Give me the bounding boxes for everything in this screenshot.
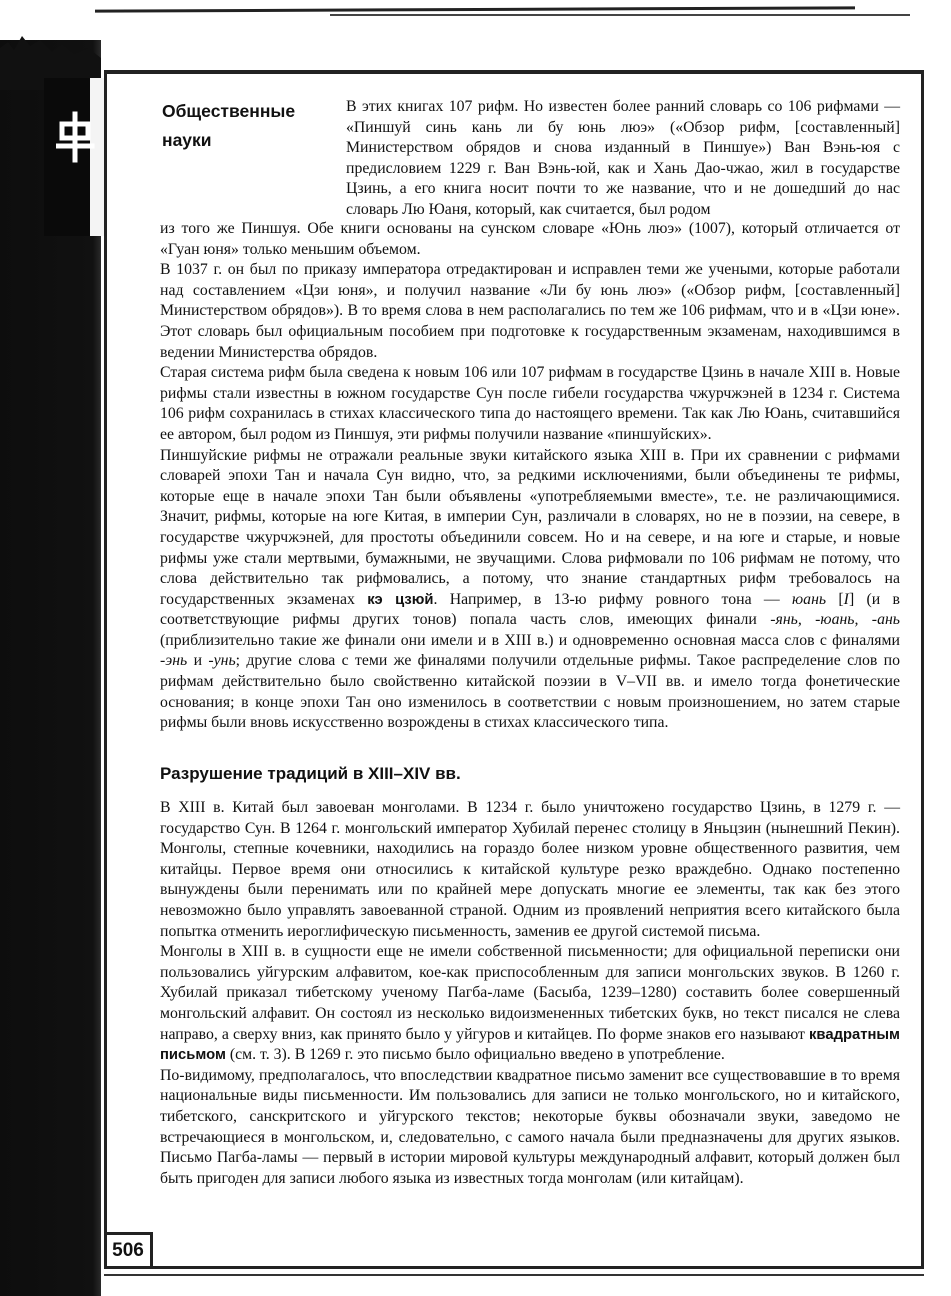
term-square-script: квадратным письмом bbox=[160, 1026, 900, 1064]
section-heading: Разрушение традиций в XIII–XIV вв. bbox=[160, 764, 461, 783]
term-ke-czyui: кэ цзюй bbox=[367, 591, 434, 608]
italic-term: -янь, -юань, -ань bbox=[770, 611, 900, 629]
italic-term: -энь bbox=[160, 652, 188, 670]
frame-bottom-rule bbox=[104, 1274, 924, 1276]
chinese-character-icon bbox=[56, 110, 96, 164]
italic-term: юань bbox=[792, 590, 827, 608]
paragraph: В 1037 г. он был по приказу императора отредактирован и исправлен теми же учеными, которые работали над составлением «Цзи юня», и получил название «Ли бу юнь люэ» («Обзор рифм, [составленный] Министерством обрядов»). В то время слова в нем располагались по тем же 106 рифмам, что и в «Цзи юне». Этот словарь был официальным пособием при подготовке к государственным экзаменам, находившимся в ведении Министерства обрядов. bbox=[160, 261, 900, 361]
mongol-paragraph: Монголы в XIII в. в сущности еще не имели собственной письменности; для официальной переписки они пользовались уйгурским алфавитом, кое-как приспособленным для записи монгольских звуков. В 1260 г. Хубилай приказал тибетскому ученому Пагба-ламе (Басыба, 1239–1280) составить более совершенный монгольский алфавит. Он состоял из несколько видоизмененных тибетских букв, но текст писался не слева направо, а сверху вниз, как принято было у уйгуров и китайцев. По форме знаков его называют квадратным письмом (см. т. 3). В 1269 г. это письмо было официально введено в употребление. bbox=[160, 943, 900, 1064]
paragraph: из того же Пиншуя. Обе книги основаны на сунском словаре «Юнь люэ» (1007), который отличается от «Гуан юня» только меньшим объемом. bbox=[160, 220, 900, 258]
margin-heading-line-1: Общественные bbox=[162, 101, 296, 121]
margin-heading-line-2: науки bbox=[162, 130, 212, 150]
top-rule bbox=[95, 6, 855, 12]
body-text-part-2 bbox=[160, 798, 900, 1189]
paragraph: В XIII в. Китай был завоеван монголами. В 1234 г. было уничтожено государство Цзинь, в 1279 г. — государство Сун. В 1264 г. монгольский император Хубилай перенес столицу в Яньцзин (нынешний Пекин). Монголы, степные кочевники, находились на гораздо более низком уровне общественного развития, чем китайцы. Первое время они относились к китайской культуре резко враждебно. Однако постепенно вынуждены были перенимать или по крайней мере допускать многие ее элементы, так как без этого невозможно было управлять завоеванной страной. Одним из проявлений неприятия всего китайского была попытка отменить иероглифическую письменность, заменив ее другой системой письма. bbox=[160, 799, 900, 940]
italic-term: -унь bbox=[208, 652, 236, 670]
rhyme-paragraph: Пиншуйские рифмы не отражали реальные звуки китайского языка XIII в. При их сравнении с рифмами словарей эпохи Тан и начала Сун видно, что, за редкими исключениями, были объединены те рифмы, которые еще в начале эпохи Тан были объявлены «употребляемыми вместе», т.е. не различающимися. Значит, рифмы, которые на юге Китая, в империи Сун, различали в словарях, но не в поэзии, на севере, в государстве чжурчжэней, для простоты объединили совсем. Но и на севере, и на юге и старые, и новые рифмы уже стали мертвыми, бумажными, не звучащими. Слова рифмовали по 106 рифмам не потому, что слова действительно так рифмовались, а потому, что знание стандартных рифм требовалось на государственных экзаменах кэ цзюй. Например, в 13-ю рифму ровного тона — юань [I] (и в соответствующие рифмы других тонов) попала часть слов, имеющих финали -янь, -юань, -ань (приблизительно такие же финали они имели и в XIII в.) и одновременно основная масса слов с финалями -энь и -унь; другие слова с теми же финалями получили отдельные рифмы. Такое распределение слов по рифмам действительно было свойственно китайской поэзии в V–VII вв. и имело тогда фонетические основания; в конце эпохи Тан оно изменилось в соответствии с новым произношением, но затем старые рифмы были вновь искусственно возрождены в стихах классического типа. bbox=[160, 446, 900, 732]
paragraph: По-видимому, предполагалось, что впоследствии квадратное письмо заменит все существовавшие в то время национальные виды письменности. Им пользовались для записи не только монгольского, но и китайского, тибетского, санскритского и уйгурского текстов; некоторые буквы обозначали звуки, заведомо не встречающиеся в монгольском, и, следовательно, с самого начала были предназначены для других языков. Письмо Пагба-ламы — первый в истории мировой культуры международный алфавит, который должен был быть пригоден для записи любого языка из известных тогда монголам (или китайцам). bbox=[160, 1066, 900, 1187]
top-rule-secondary bbox=[330, 14, 910, 16]
body-text-part-1 bbox=[160, 219, 900, 734]
paragraph: Старая система рифм была сведена к новым 106 или 107 рифмам в государстве Цзинь в начале XIII в. Новые рифмы стали известны в южном государстве Сун после гибели государства чжурчжэней в 1234 г. Система 106 рифм сохранилась в стихах классического типа до настоящего времени. Так как Лю Юань, считавшийся ее автором, был родом из Пиншуя, эти рифмы получили название «пиншуйских». bbox=[160, 364, 900, 443]
margin-heading bbox=[162, 97, 312, 155]
page-number: 506 bbox=[106, 1232, 153, 1267]
italic-term: I bbox=[843, 590, 849, 608]
intro-paragraph: В этих книгах 107 рифм. Но известен более ранний словарь со 106 рифмами — «Пиншуй синь кань ли бу юнь люэ» («Обзор рифм, [составленный] Министерством обрядов и снова изданный в Пиншуе») Ван Вэнь-юя с предисловием 1229 г. Ван Вэнь-юй, как и Хань Дао-чжао, жил в государстве Цзинь, а его книга носит почти то же название, что и не дошедший до нас словарь Лю Юаня, который, как считается, был родом bbox=[346, 98, 900, 218]
